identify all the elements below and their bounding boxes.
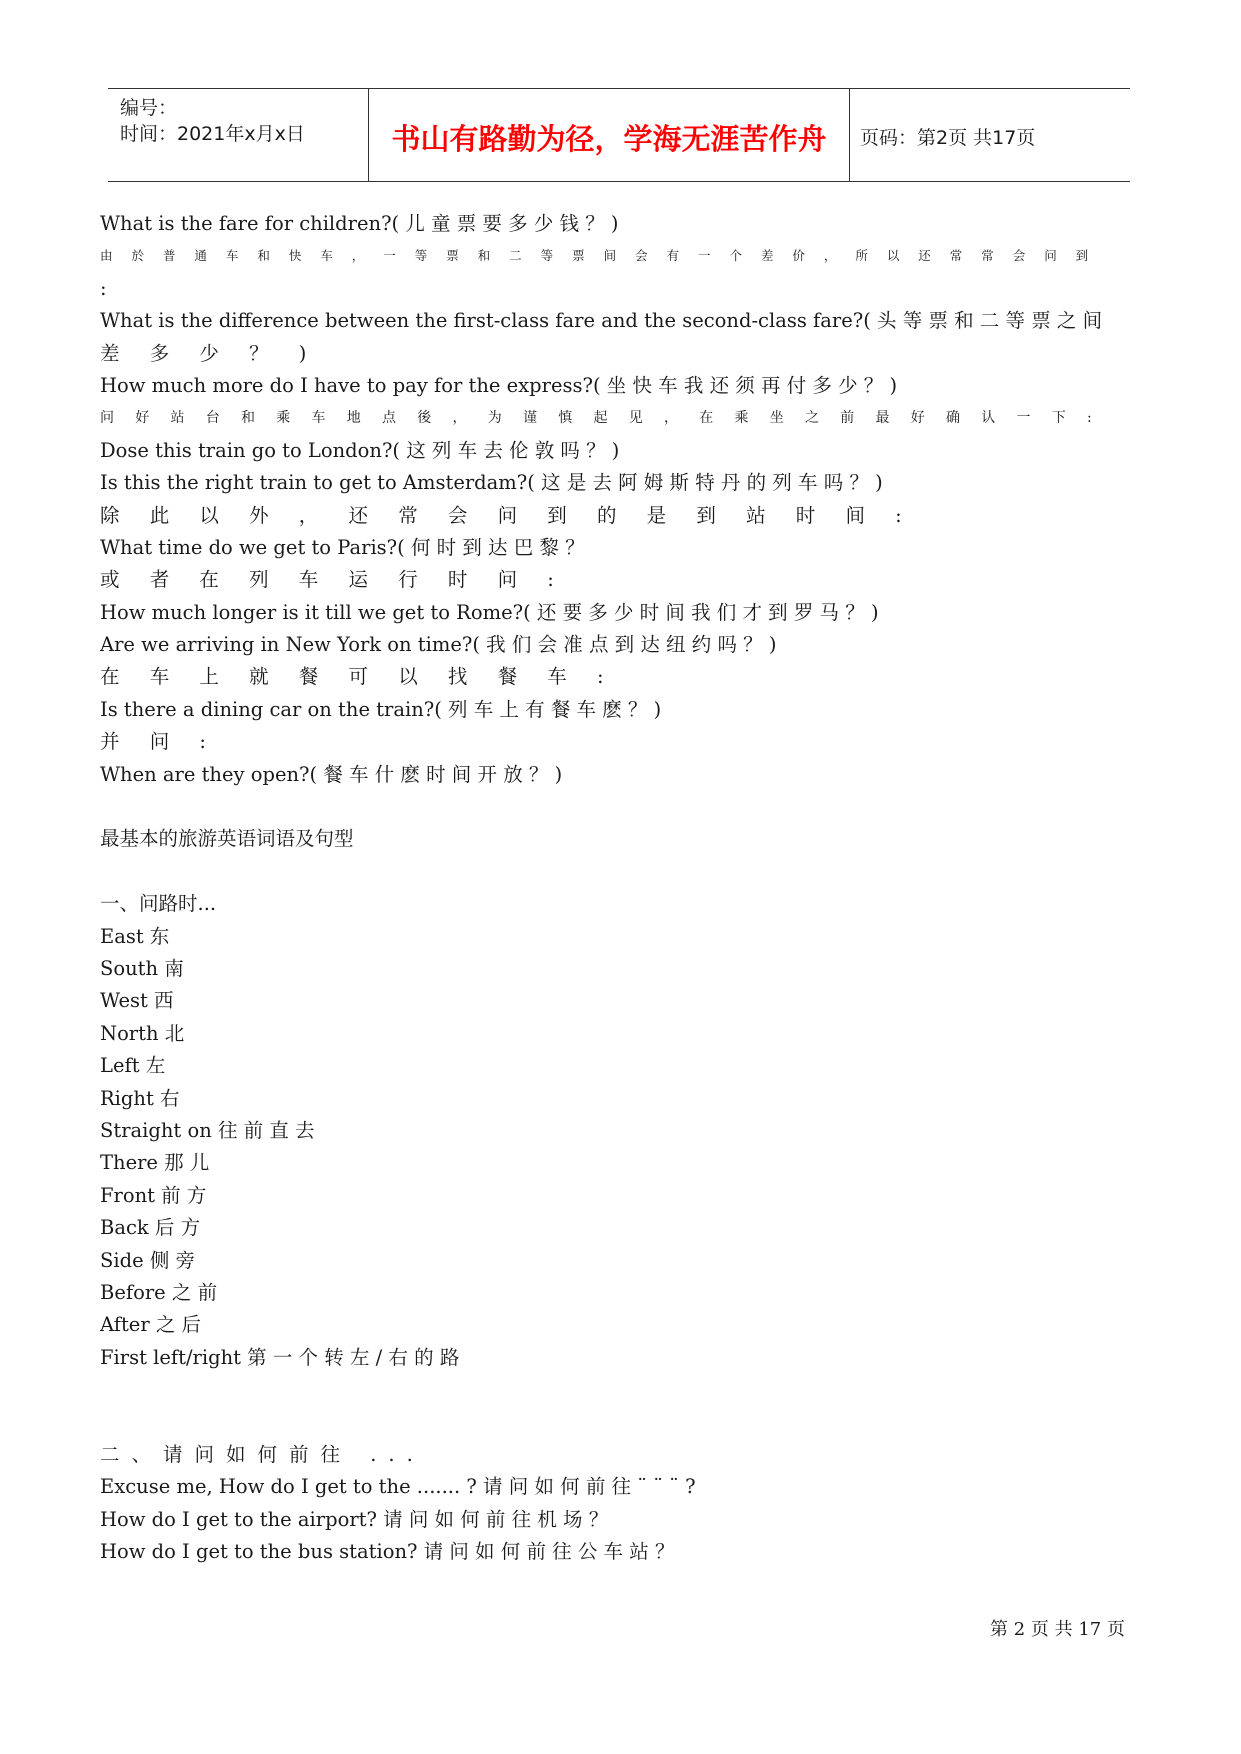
text-line: There 那 儿: [100, 1151, 210, 1175]
text-line: 并 问 :: [100, 730, 218, 754]
header-page-number: 页码：第2页 共17页: [860, 127, 1036, 149]
header-center-cell: [368, 89, 850, 181]
text-line: South 南: [100, 956, 184, 980]
document-date-label: 时间：2021年x月x日: [120, 123, 305, 145]
text-line: After 之 后: [100, 1313, 202, 1337]
blank-line: [100, 791, 1130, 823]
text-line: How much more do I have to pay for the express?( 坐 快 车 我 还 须 再 付 多 少 ？ ): [100, 373, 898, 397]
text-line: 除 此 以 外 ， 还 常 会 问 到 的 是 到 站 时 间 :: [100, 503, 914, 527]
text-line: Is there a dining car on the train?( 列 车 上 有 餐 车 麽 ？ ): [100, 697, 662, 721]
text-line: :: [100, 276, 107, 300]
text-line: West 西: [100, 989, 174, 1013]
text-line: 最基本的旅游英语词语及句型: [100, 827, 354, 851]
text-line: 在 车 上 就 餐 可 以 找 餐 车 :: [100, 665, 616, 689]
text-line: 二、请问如何前往 ...: [100, 1442, 425, 1466]
text-line: Dose this train go to London?( 这 列 车 去 伦 敦 吗 ？ ): [100, 438, 620, 462]
text-line: First left/right 第 一 个 转 左 / 右 的 路: [100, 1345, 460, 1369]
text-line: Straight on 往 前 直 去: [100, 1118, 315, 1142]
text-line: Are we arriving in New York on time?( 我 们 会 准 点 到 达 纽 约 吗 ？ ): [100, 633, 777, 657]
text-line: When are they open?( 餐 车 什 麽 时 间 开 放 ？ ): [100, 762, 563, 786]
document-body: [100, 208, 1130, 1568]
text-line: What is the difference between the first-class fare and the second-class fare?( 头 等 票 和 二 等 票 之 间: [100, 309, 1103, 333]
text-line: Front 前 方: [100, 1183, 207, 1207]
text-line: 或 者 在 列 车 运 行 时 问 :: [100, 568, 566, 592]
page-footer-number: 第 2 页 共 17 页: [990, 1619, 1125, 1640]
text-line: Excuse me, How do I get to the ....... ? 请 问 如 何 前 往 ¨ ¨ ¨ ?: [100, 1475, 696, 1499]
text-line: North 北: [100, 1021, 185, 1045]
page-header: [108, 88, 1130, 182]
text-line: What is the fare for children?( 儿 童 票 要 多 少 钱 ？ ): [100, 212, 619, 235]
text-line: 差 多 少 ？ ): [100, 341, 319, 365]
text-line: How do I get to the bus station? 请 问 如 何 前 往 公 车 站 ？: [100, 1540, 675, 1564]
text-line: Left 左: [100, 1054, 166, 1078]
blank-line: [100, 856, 1130, 888]
text-line: 问 好 站 台 和 乘 车 地 点 後 ， 为 谨 慎 起 见 ， 在 乘 坐 之 前 最 好 确 认 一 下 :: [100, 410, 1101, 427]
text-line: 一、问路时...: [100, 892, 217, 916]
text-line: Back 后 方: [100, 1216, 201, 1240]
text-line: East 东: [100, 924, 170, 948]
text-line: Is this the right train to get to Amsterdam?( 这 是 去 阿 姆 斯 特 丹 的 列 车 吗 ？ ): [100, 471, 883, 495]
text-line: 由 於 普 通 车 和 快 车 ， 一 等 票 和 二 等 票 间 会 有 一 个 差 价 ， 所 以 还 常 常 会 问 到: [100, 248, 1096, 264]
blank-line: [100, 1406, 1130, 1438]
text-line: How do I get to the airport? 请 问 如 何 前 往 机 场 ？: [100, 1507, 609, 1531]
header-left-cell: [108, 89, 368, 181]
text-line: Before 之 前: [100, 1280, 218, 1304]
header-right-cell: [848, 89, 1130, 181]
text-line: What time do we get to Paris?( 何 时 到 达 巴 黎 ？: [100, 535, 585, 559]
text-line: Right 右: [100, 1086, 180, 1110]
document-number-label: 编号：: [120, 97, 178, 119]
text-line: Side 侧 旁: [100, 1248, 196, 1272]
blank-line: [100, 1374, 1130, 1406]
text-line: How much longer is it till we get to Rome?( 还 要 多 少 时 间 我 们 才 到 罗 马 ？ ): [100, 600, 879, 624]
header-motto: 书山有路勤为径，学海无涯苦作舟: [391, 122, 827, 156]
